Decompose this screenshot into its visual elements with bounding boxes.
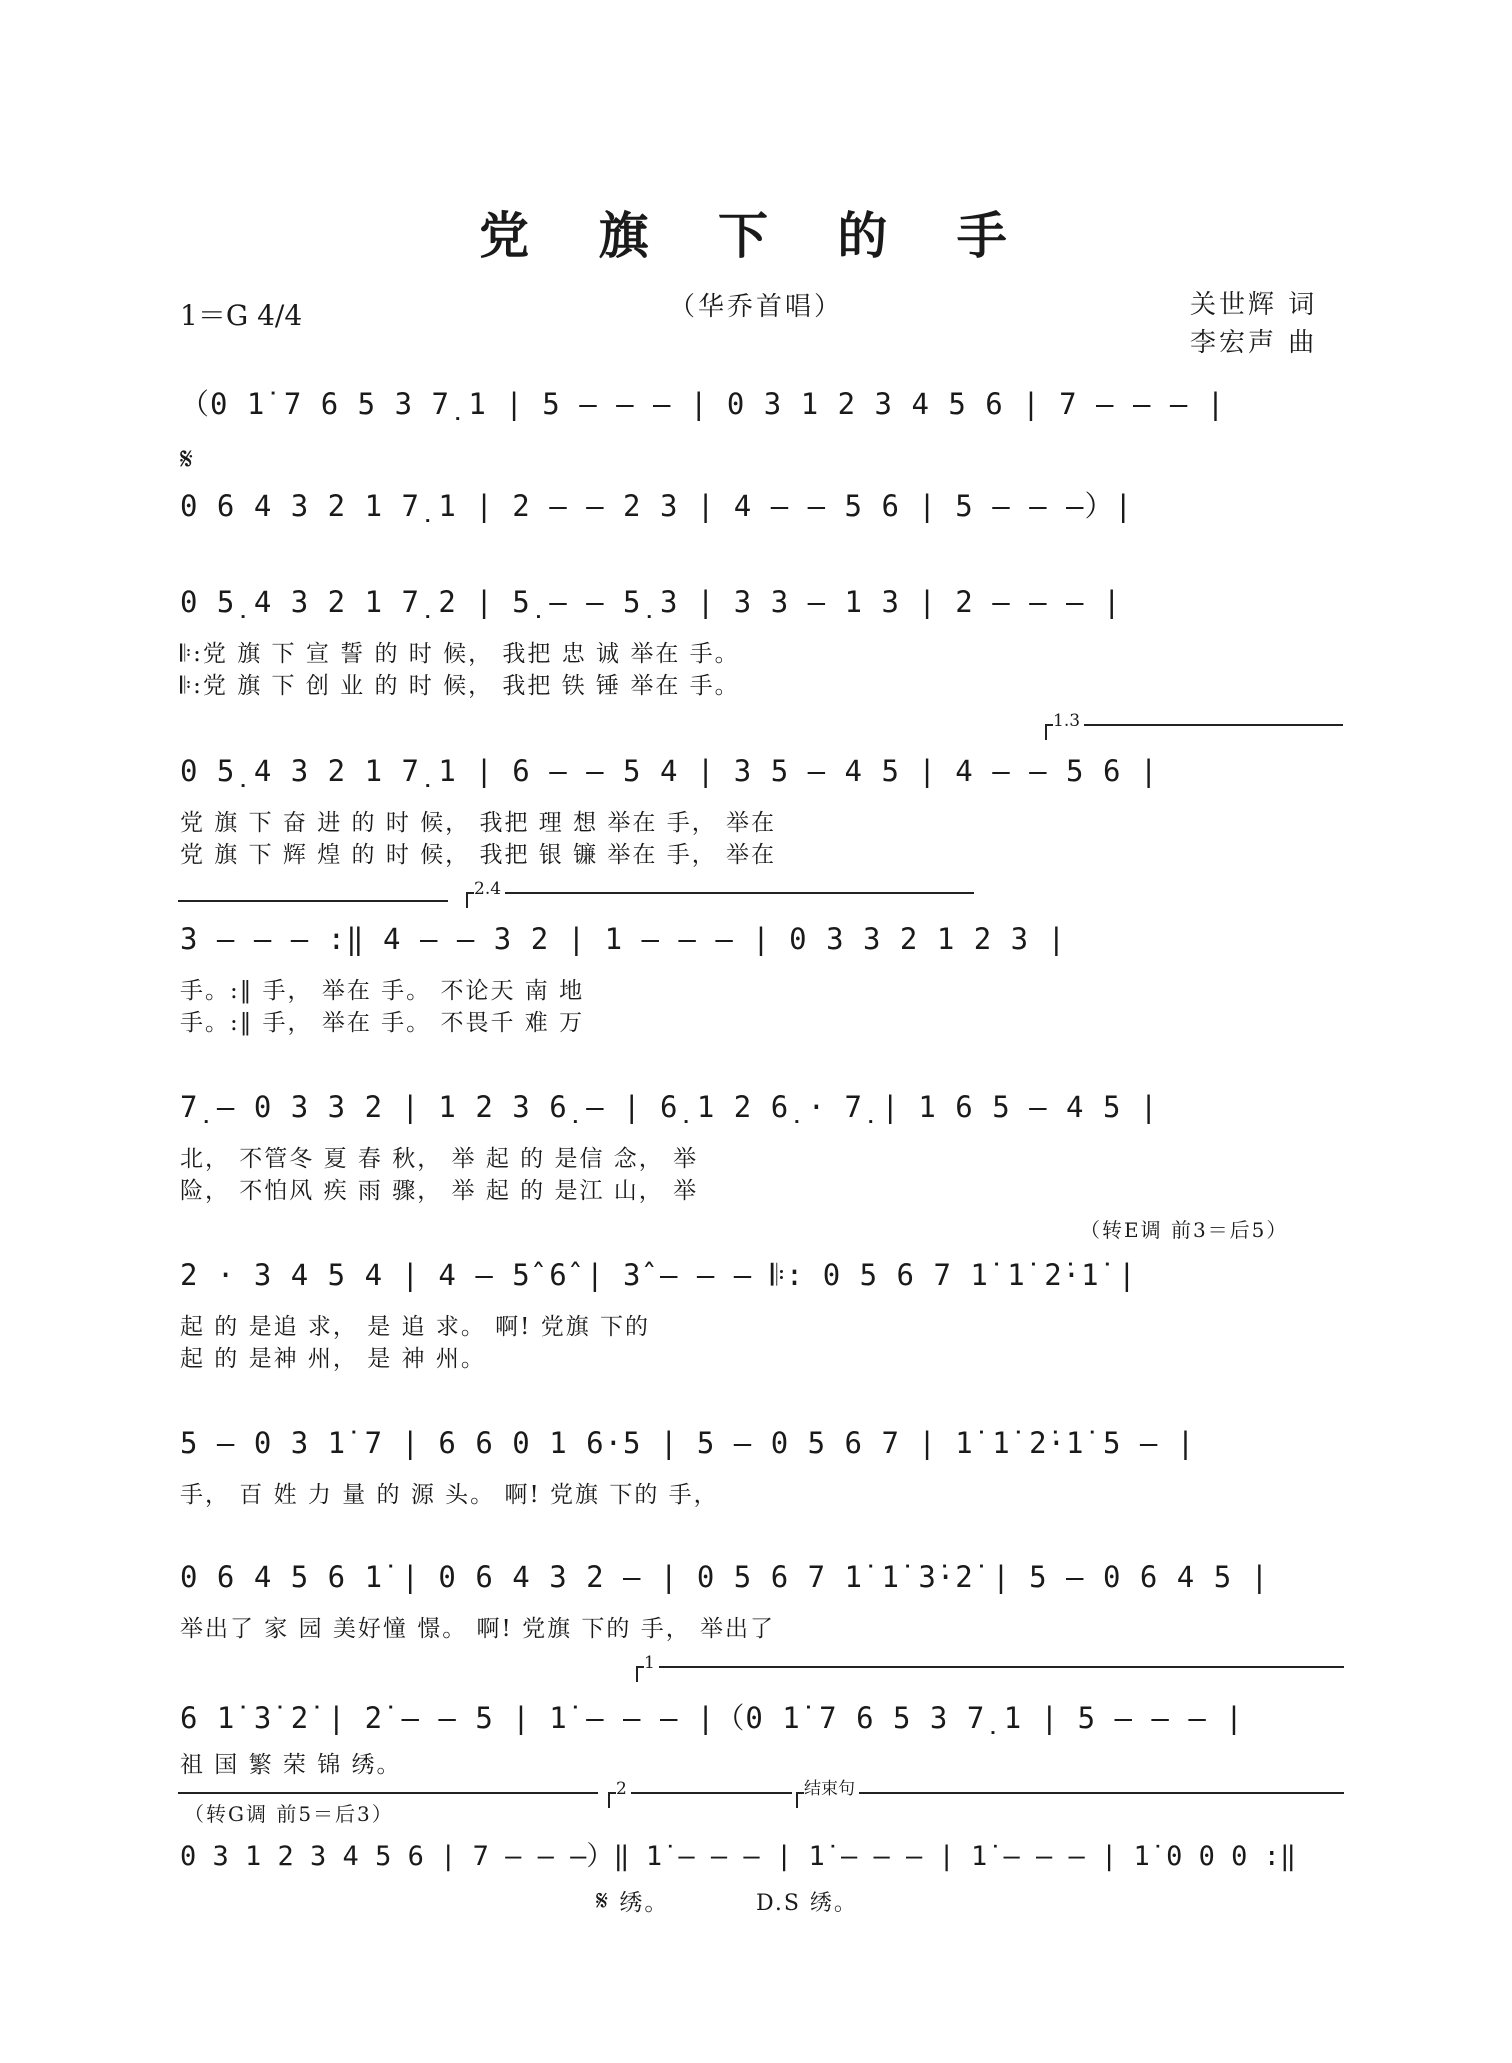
volta-bracket: 2 xyxy=(608,1792,792,1808)
lyric-verse-1: 手。:‖ 手， 举在 手。 不论天 南 地 xyxy=(180,978,585,1004)
notation-row: 7̣ — 0 3 3 2 | 1 2 3 6̣ — | 6̣ 1 2 6̣ · 7̣ | 1 6 5 — 4 5 | xyxy=(180,1090,1159,1124)
lyric-row: 举出了 家 园 美好憧 憬。 啊! 党旗 下的 手， 举出了 xyxy=(180,1616,776,1642)
song-title: 党 旗 下 的 手 xyxy=(479,207,1033,265)
notation-row: 0 5̣ 4 3 2 1 7̣ 2 | 5̣ — — 5̣ 3 | 3 3 — 1 3 | 2 — — — | xyxy=(180,585,1122,619)
lyric-row xyxy=(596,1884,1512,1918)
key-change-annotation: （转E调 前3＝后5） xyxy=(1080,1218,1289,1242)
notation-row: 2 · 3 4 5 4 | 4 — 5̂ 6̂ | 3̂ — — — 𝄆: 0 5 6 7 1̇ 1̇ 2̇·1̇ | xyxy=(180,1258,1137,1292)
notation-row: （0 1̇ 7 6 5 3 7̣ 1 | 5 — — — | 0 3 1 2 3 4 5 6 | 7 — — — | xyxy=(180,387,1226,421)
lyric-verse-2: 𝄆:党 旗 下 创 业 的 时 候， 我把 铁 锤 举在 手。 xyxy=(180,673,740,699)
lyric-verse-2: 手。:‖ 手， 举在 手。 不畏千 难 万 xyxy=(180,1010,585,1036)
lyric-verse-1: 党 旗 下 奋 进 的 时 候， 我把 理 想 举在 手， 举在 xyxy=(180,810,777,836)
lyric-verse-1: 起 的 是追 求， 是 追 求。 啊! 党旗 下的 xyxy=(180,1314,651,1340)
lyric-row: 祖 国 繁 荣 锦 绣。 xyxy=(180,1752,402,1778)
volta-bracket: 1 xyxy=(636,1666,1344,1682)
lyric-verse-2: 党 旗 下 辉 煌 的 时 候， 我把 银 镰 举在 手， 举在 xyxy=(180,842,777,868)
segno-sign-icon: 𝄋 xyxy=(180,442,193,477)
notation-row: 0 6 4 5 6 1̇ | 0 6 4 3 2 — | 0 5 6 7 1̇ 1̇ 3̇·2̇ | 5 — 0 6 4 5 | xyxy=(180,1560,1270,1594)
lyric-verse-1: 𝄆:党 旗 下 宣 誓 的 时 候， 我把 忠 诚 举在 手。 xyxy=(180,641,740,667)
volta-bracket: 1.3 xyxy=(1045,724,1343,740)
notation-row: 0 5̣ 4 3 2 1 7̣ 1 | 6 — — 5 4 | 3 5 — 4 5 | 4 — — 5 6 | xyxy=(180,754,1159,788)
notation-row: 5 — 0 3 1̇ 7 | 6 6 0 1 6·5 | 5 — 0 5 6 7 | 1̇ 1̇ 2̇·1̇ 5 — | xyxy=(180,1426,1196,1460)
volta-continuation xyxy=(178,900,448,902)
performer-note: （华乔首唱） xyxy=(668,292,843,322)
dal-segno-instruction: D.S 绣。 xyxy=(756,1891,858,1916)
lyricist-credit: 关世辉 词 xyxy=(1190,290,1318,320)
notation-row: 6 1̇ 3̇ 2̇ | 2̇ — — 5 | 1̇ — — — |（0 1̇ 7 6 5 3 7̣ 1 | 5 — — — | xyxy=(180,1701,1244,1735)
key-change-annotation: （转G调 前5＝后3） xyxy=(184,1802,394,1826)
notation-row: 0 3 1 2 3 4 5 6 | 7 — — —）‖ 1̇ — — — | 1̇ — — — | 1̇ — — — | 1̇ 0 0 0 :‖ xyxy=(180,1841,1297,1872)
lyric-verse-1: 北， 不管冬 夏 春 秋， 举 起 的 是信 念， 举 xyxy=(180,1146,699,1172)
lyric-text: 绣。 xyxy=(619,1890,670,1916)
segno-sign-icon: 𝄋 xyxy=(596,1884,611,1917)
lyric-verse-2: 起 的 是神 州， 是 神 州。 xyxy=(180,1346,486,1372)
lyric-verse-2: 险， 不怕风 疾 雨 骤， 举 起 的 是江 山， 举 xyxy=(180,1178,699,1204)
composer-credit: 李宏声 曲 xyxy=(1190,328,1318,358)
key-signature: 1＝G 4/4 xyxy=(180,299,303,332)
notation-row: 3 — — — :‖ 4 — — 3 2 | 1 — — — | 0 3 3 2 1 2 3 | xyxy=(180,922,1067,956)
volta-continuation xyxy=(178,1792,598,1794)
lyric-row: 手， 百 姓 力 量 的 源 头。 啊! 党旗 下的 手， xyxy=(180,1482,719,1508)
notation-row: 0 6 4 3 2 1 7̣ 1 | 2 — — 2 3 | 4 — — 5 6 | 5 — — —）| xyxy=(180,489,1133,523)
ending-bracket: 结束句 xyxy=(796,1792,1344,1808)
volta-bracket: 2.4 xyxy=(466,892,974,908)
